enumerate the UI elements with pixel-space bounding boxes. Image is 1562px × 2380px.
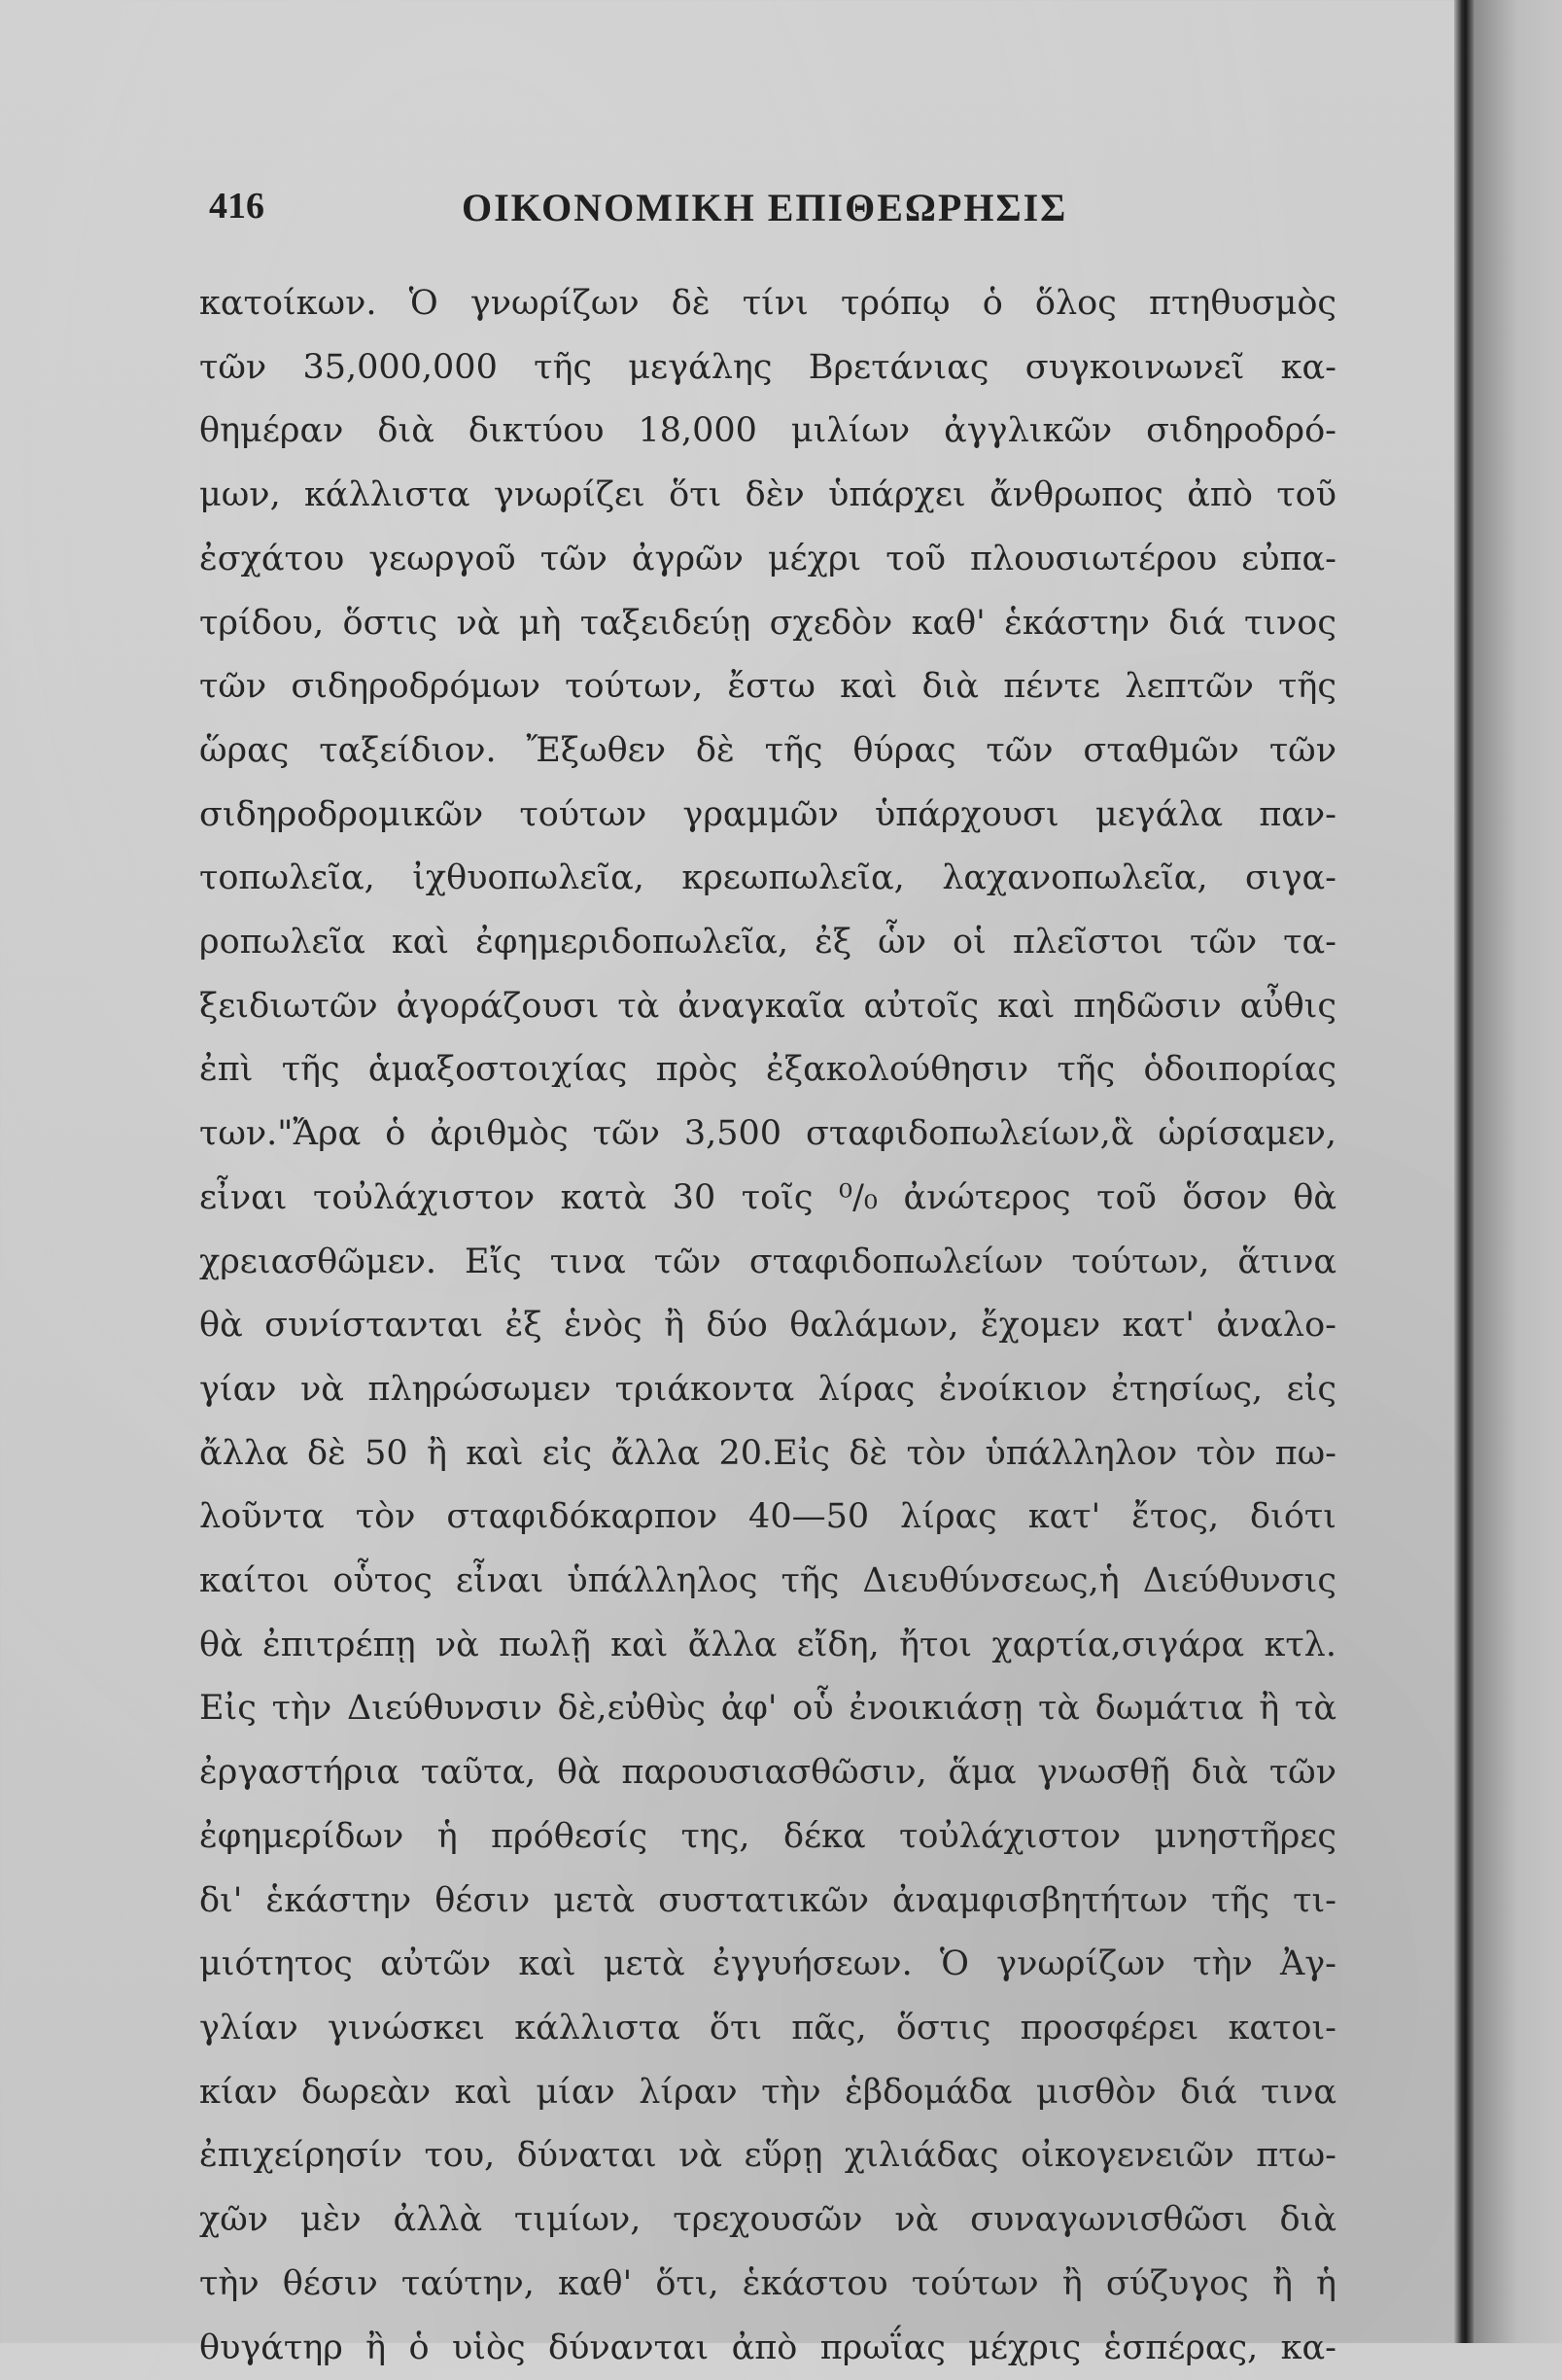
text-line: ὥρας ταξείδιον. Ἔξωθεν δὲ τῆς θύρας τῶν σταθμῶν τῶν (199, 719, 1336, 784)
text-line: τῶν 35,000,000 τῆς μεγάλης Βρετάνιας συγκοινωνεῖ κα- (199, 336, 1336, 401)
text-line: ἄλλα δὲ 50 ἢ καὶ εἰς ἄλλα 20.Εἰς δὲ τὸν ὑπάλληλον τὸν πω- (199, 1422, 1336, 1487)
text-line: ἐπὶ τῆς ἁμαξοστοιχίας πρὸς ἐξακολούθησιν τῆς ὁδοιπορίας (199, 1038, 1336, 1102)
text-line: χῶν μὲν ἀλλὰ τιμίων, τρεχουσῶν νὰ συναγωνισθῶσι διὰ (199, 2188, 1336, 2253)
text-line: των."Ἄρα ὁ ἀριθμὸς τῶν 3,500 σταφιδοπωλείων,ἃ ὡρίσαμεν, (199, 1102, 1336, 1167)
text-line: τῶν σιδηροδρόμων τούτων, ἔστω καὶ διὰ πέντε λεπτῶν τῆς (199, 655, 1336, 719)
facing-page-edge (1474, 0, 1562, 2343)
book-page (199, 185, 1336, 2380)
text-line: εἶναι τοὐλάχιστον κατὰ 30 τοῖς ⁰/₀ ἀνώτερος τοῦ ὅσον θὰ (199, 1167, 1336, 1231)
text-line: γλίαν γινώσκει κάλλιστα ὅτι πᾶς, ὅστις προσφέρει κατοι- (199, 1997, 1336, 2061)
text-line: τρίδου, ὅστις νὰ μὴ ταξειδεύῃ σχεδὸν καθ' ἑκάστην διά τινος (199, 592, 1336, 656)
text-line: θημέραν διὰ δικτύου 18,000 μιλίων ἀγγλικῶν σιδηροδρό- (199, 400, 1336, 464)
book-gutter (1454, 0, 1474, 2343)
text-line: γίαν νὰ πληρώσωμεν τριάκοντα λίρας ἐνοίκιον ἐτησίως, εἰς (199, 1358, 1336, 1422)
text-line: τοπωλεῖα, ἰχθυοπωλεῖα, κρεωπωλεῖα, λαχανοπωλεῖα, σιγα- (199, 847, 1336, 911)
text-line: μιότητος αὐτῶν καὶ μετὰ ἐγγυήσεων. Ὁ γνωρίζων τὴν Ἀγ- (199, 1933, 1336, 1997)
text-line: ροπωλεῖα καὶ ἐφημεριδοπωλεῖα, ἐξ ὧν οἱ πλεῖστοι τῶν τα- (199, 911, 1336, 975)
text-line: χρειασθῶμεν. Εἴς τινα τῶν σταφιδοπωλείων τούτων, ἅτινα (199, 1231, 1336, 1295)
text-line: θὰ ἐπιτρέπῃ νὰ πωλῇ καὶ ἄλλα εἴδη, ἤτοι χαρτία,σιγάρα κτλ. (199, 1614, 1336, 1678)
text-line: Εἰς τὴν Διεύθυνσιν δὲ,εὐθὺς ἀφ' οὗ ἐνοικιάσῃ τὰ δωμάτια ἢ τὰ (199, 1677, 1336, 1741)
text-line: σιδηροδρομικῶν τούτων γραμμῶν ὑπάρχουσι μεγάλα παν- (199, 784, 1336, 848)
text-line: ἐσχάτου γεωργοῦ τῶν ἀγρῶν μέχρι τοῦ πλουσιωτέρου εὐπα- (199, 528, 1336, 592)
text-line: κατοίκων. Ὁ γνωρίζων δὲ τίνι τρόπῳ ὁ ὅλος πτηθυσμὸς (199, 272, 1336, 336)
text-line: θυγάτηρ ἢ ὁ υἱὸς δύνανται ἀπὸ πρωΐας μέχρις ἑσπέρας, κα- (199, 2317, 1336, 2380)
page-number: 416 (209, 185, 264, 228)
page-header (199, 185, 1336, 253)
text-line: λοῦντα τὸν σταφιδόκαρπον 40—50 λίρας κατ' ἔτος, διότι (199, 1486, 1336, 1550)
text-line: δι' ἑκάστην θέσιν μετὰ συστατικῶν ἀναμφισβητήτων τῆς τι- (199, 1870, 1336, 1934)
text-line: θὰ συνίστανται ἐξ ἑνὸς ἢ δύο θαλάμων, ἔχομεν κατ' ἀναλο- (199, 1294, 1336, 1358)
text-line: ἐφημερίδων ἡ πρόθεσίς της, δέκα τοὐλάχιστον μνηστῆρες (199, 1805, 1336, 1870)
text-line: καίτοι οὗτος εἶναι ὑπάλληλος τῆς Διευθύνσεως,ἡ Διεύθυνσις (199, 1550, 1336, 1614)
body-text (199, 272, 1336, 2380)
text-line: κίαν δωρεὰν καὶ μίαν λίραν τὴν ἑβδομάδα μισθὸν διά τινα (199, 2061, 1336, 2125)
text-line: ἐπιχείρησίν του, δύναται νὰ εὕρῃ χιλιάδας οἰκογενειῶν πτω- (199, 2124, 1336, 2188)
text-line: ξειδιωτῶν ἀγοράζουσι τὰ ἀναγκαῖα αὐτοῖς καὶ πηδῶσιν αὖθις (199, 975, 1336, 1039)
running-title: ΟΙΚΟΝΟΜΙΚΗ ΕΠΙΘΕΩΡΗΣΙΣ (462, 185, 1067, 230)
text-line: ἐργαστήρια ταῦτα, θὰ παρουσιασθῶσιν, ἅμα γνωσθῇ διὰ τῶν (199, 1741, 1336, 1805)
text-line: τὴν θέσιν ταύτην, καθ' ὅτι, ἑκάστου τούτων ἢ σύζυγος ἢ ἡ (199, 2253, 1336, 2317)
text-line: μων, κάλλιστα γνωρίζει ὅτι δὲν ὑπάρχει ἄνθρωπος ἀπὸ τοῦ (199, 464, 1336, 528)
